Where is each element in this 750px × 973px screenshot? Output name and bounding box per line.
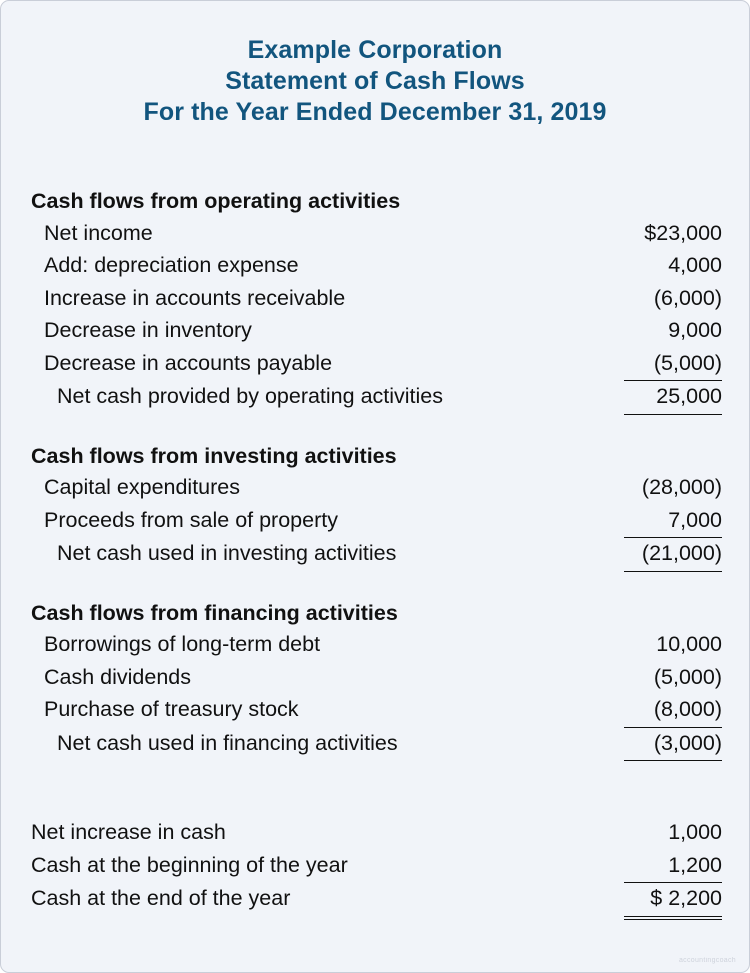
row-label: Purchase of treasury stock <box>44 697 299 721</box>
row-amount: (5,000) <box>653 664 722 689</box>
section-heading-label: Cash flows from operating activities <box>31 189 401 213</box>
statement-row <box>31 348 722 382</box>
row-amount: 4,000 <box>668 253 722 277</box>
statement-row <box>31 472 722 505</box>
statement-row <box>31 315 722 348</box>
row-amount: 9,000 <box>668 318 722 342</box>
row-amount: (5,000) <box>624 348 722 382</box>
section-spacer <box>31 572 722 598</box>
title-line-statement: Statement of Cash Flows <box>225 67 525 95</box>
statement-section <box>31 186 722 415</box>
row-amount: (28,000) <box>641 475 722 499</box>
row-amount: (8,000) <box>624 694 722 728</box>
section-heading-row <box>31 441 722 473</box>
summary-row-amount: $ 2,200 <box>624 883 722 920</box>
statement-row <box>31 250 722 283</box>
row-label: Increase in accounts receivable <box>44 285 346 310</box>
statement-row <box>31 694 722 728</box>
summary-spacer <box>31 787 722 817</box>
statement-section <box>31 598 722 762</box>
section-heading-label: Cash flows from financing activities <box>31 600 398 625</box>
statement-row <box>31 381 722 415</box>
statement-row <box>31 728 722 762</box>
row-label: Cash dividends <box>44 664 192 689</box>
statement-body <box>1 186 749 920</box>
title-line-company: Example Corporation <box>247 36 503 64</box>
statement-row <box>31 629 722 662</box>
row-label: Decrease in inventory <box>44 318 252 342</box>
row-amount: (6,000) <box>653 285 722 310</box>
section-heading-row <box>31 598 722 630</box>
title-line-period: For the Year Ended December 31, 2019 <box>143 98 607 126</box>
row-amount: 7,000 <box>624 505 722 539</box>
summary-row-amount: 1,200 <box>624 850 722 884</box>
section-spacer <box>31 761 722 787</box>
row-label: Net cash used in investing activities <box>57 541 397 565</box>
statement-row <box>31 817 722 850</box>
summary-row-label: Cash at the beginning of the year <box>31 852 348 877</box>
statement-row <box>31 538 722 572</box>
statement-row <box>31 283 722 316</box>
statement-row <box>31 883 722 920</box>
section-heading-amount <box>624 462 722 463</box>
row-amount: $23,000 <box>644 220 722 245</box>
summary-row-amount: 1,000 <box>668 820 722 844</box>
statement-row <box>31 662 722 695</box>
statement-row <box>31 850 722 884</box>
row-amount: (21,000) <box>624 538 722 572</box>
section-heading-label: Cash flows from investing activities <box>31 443 397 468</box>
watermark: accountingcoach <box>678 957 736 964</box>
row-label: Net cash used in financing activities <box>57 730 398 755</box>
statement-row <box>31 505 722 539</box>
row-label: Net income <box>44 220 153 245</box>
section-heading-amount <box>624 619 722 620</box>
section-heading-amount <box>624 207 722 208</box>
row-label: Borrowings of long-term debt <box>44 632 321 656</box>
row-label: Add: depreciation expense <box>44 253 299 277</box>
row-label: Capital expenditures <box>44 475 241 499</box>
row-amount: 25,000 <box>624 381 722 415</box>
section-heading-row <box>31 186 722 218</box>
statement-row <box>31 218 722 251</box>
row-label: Proceeds from sale of property <box>44 507 338 532</box>
statement-section <box>31 441 722 572</box>
summary-section <box>31 817 722 920</box>
section-spacer <box>31 415 722 441</box>
statement-title <box>1 1 749 128</box>
row-label: Decrease in accounts payable <box>44 350 333 375</box>
row-amount: (3,000) <box>624 728 722 762</box>
row-label: Net cash provided by operating activities <box>57 384 444 408</box>
row-amount: 10,000 <box>656 632 722 656</box>
summary-row-label: Net increase in cash <box>31 820 226 844</box>
summary-row-label: Cash at the end of the year <box>31 886 291 910</box>
